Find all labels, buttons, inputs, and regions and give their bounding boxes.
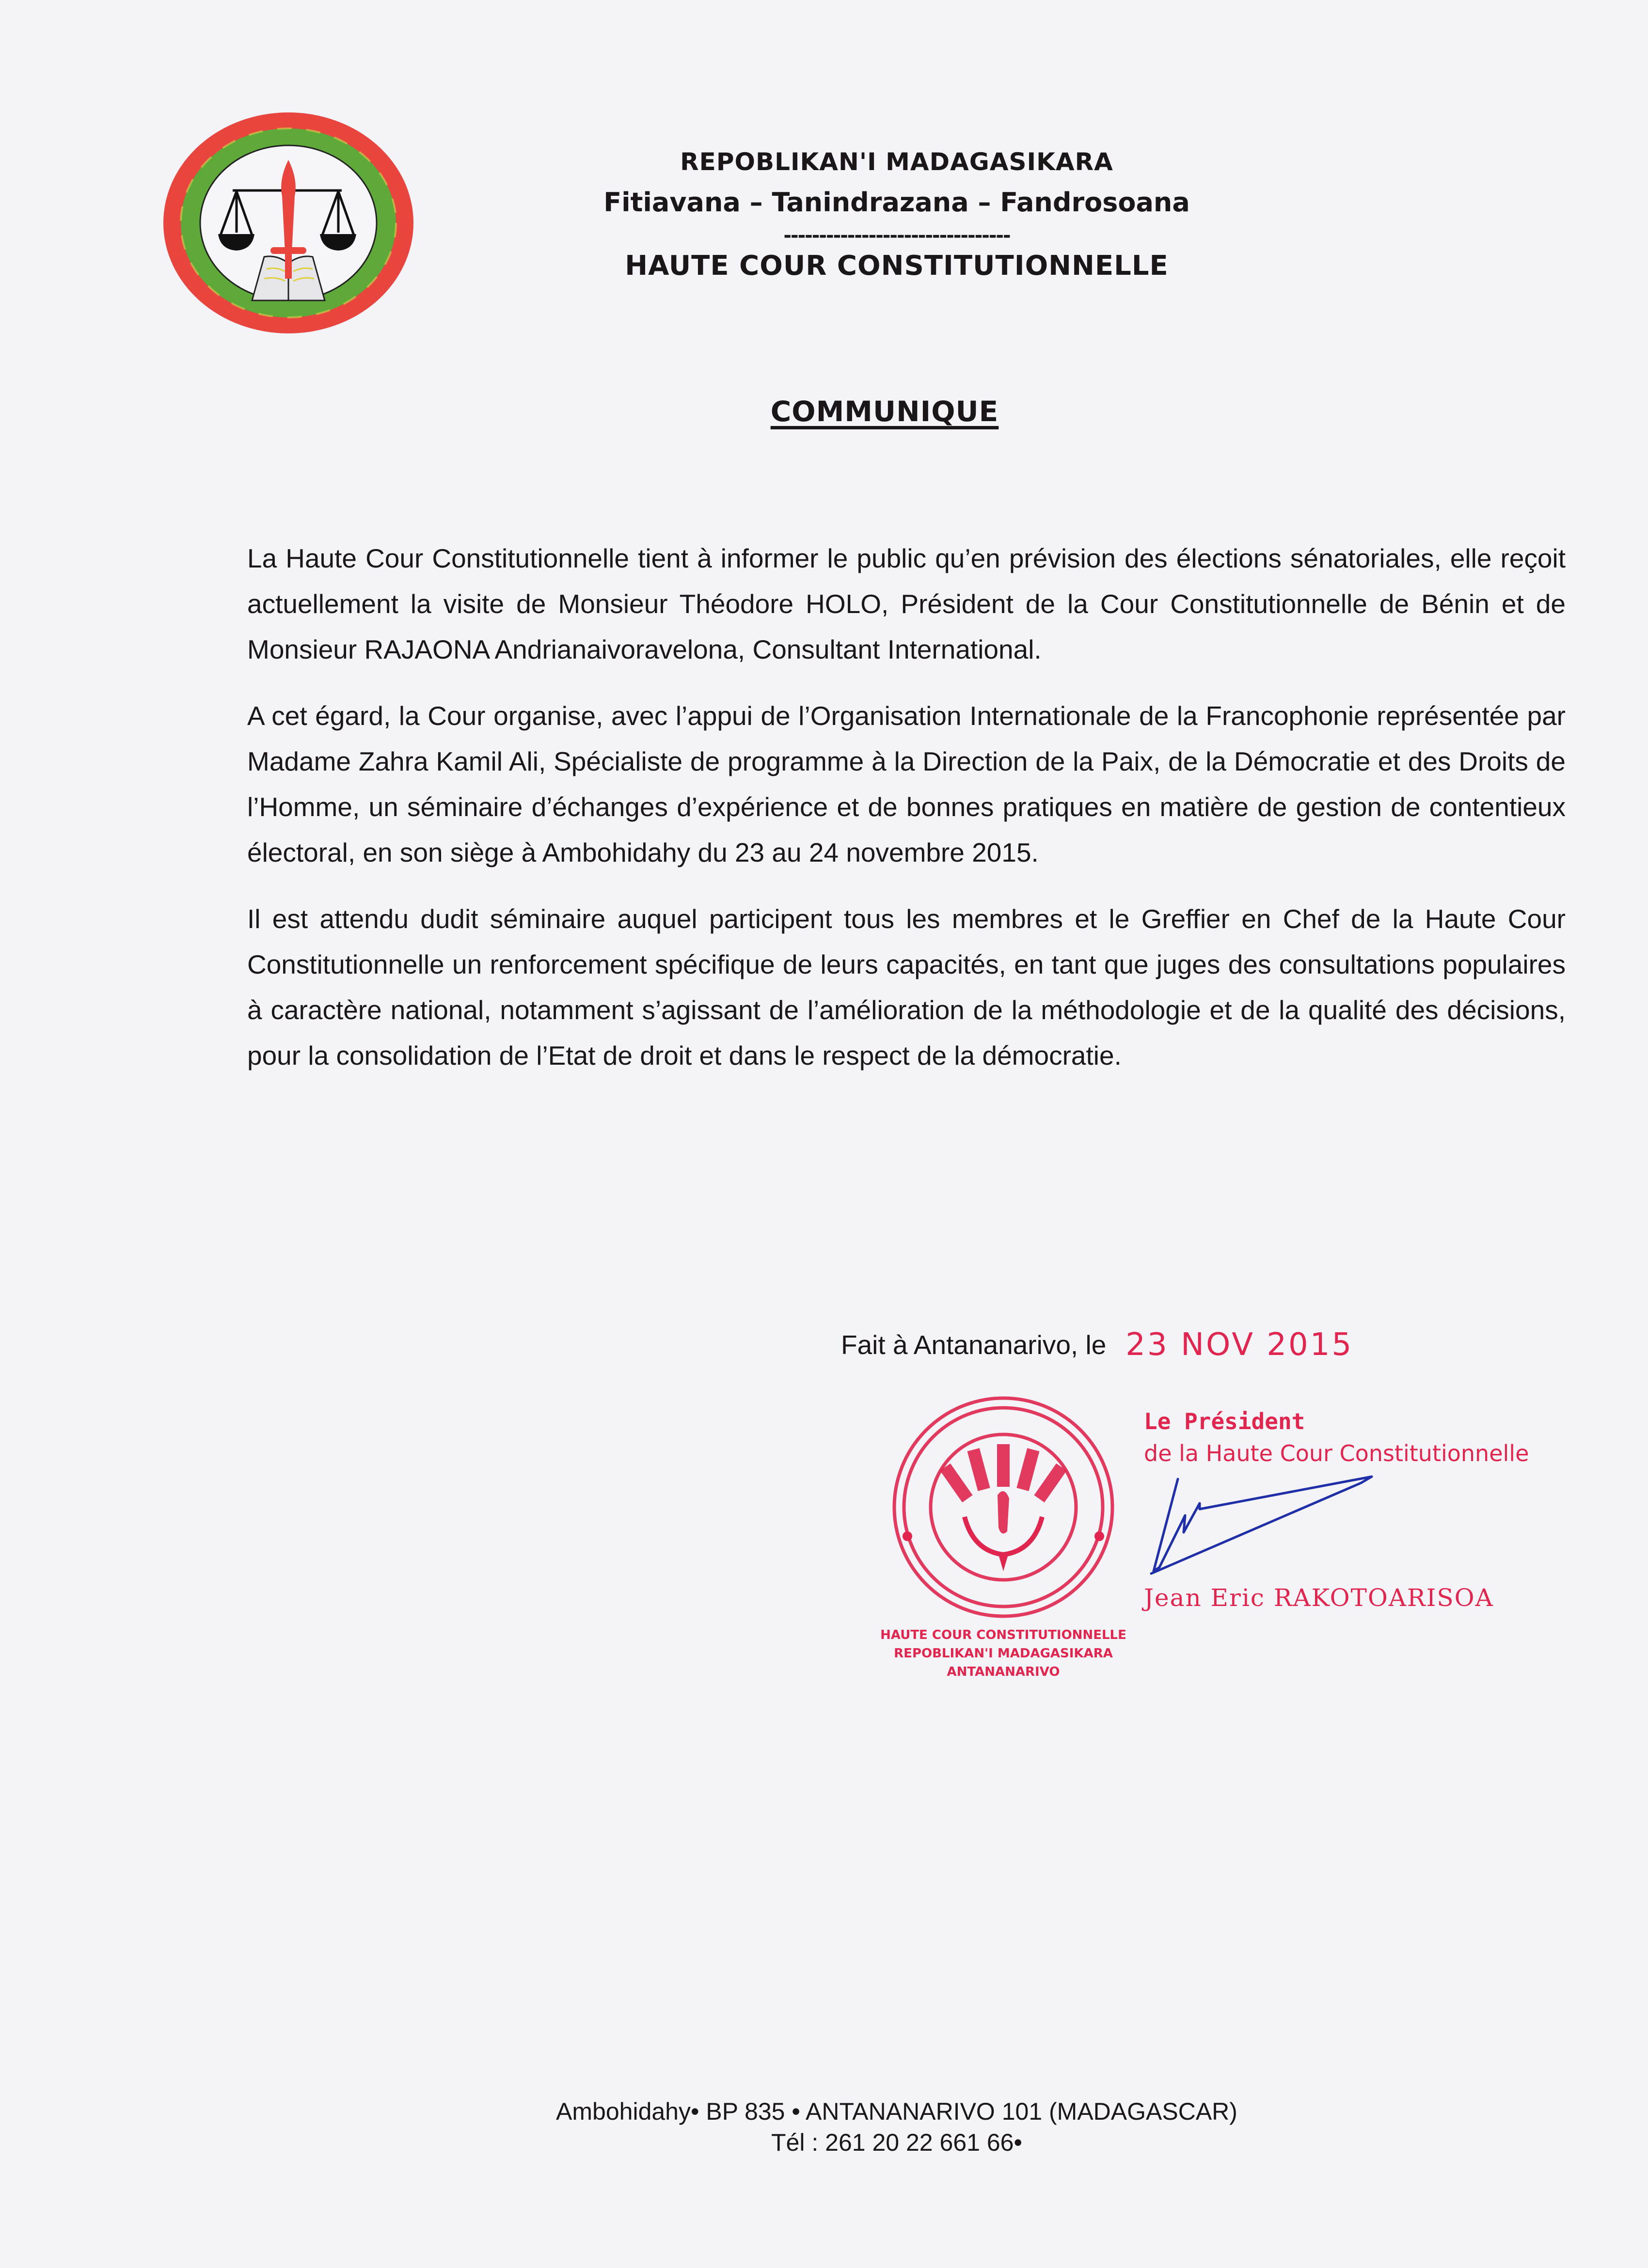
paragraph: A cet égard, la Cour organise, avec l’appui de l’Organisation Internationale de la Francophonie représentée par Madame Zahra Kamil Ali, Spécialiste de programme à la Direction de la Paix, de la Démocratie et des Droits de l’Homme, un séminaire d’échanges d’expérience et de bonnes pratiques en matière de gestion de contentieux électoral, en son siège à Ambohidahy du 23 au 24 novembre 2015. (247, 701, 1566, 867)
seal-text-top: HAUTE COUR CONSTITUTIONNELLE (880, 1628, 1126, 1642)
seal-text-inner: REPOBLIKAN'I MADAGASIKARA (894, 1646, 1113, 1661)
seal-star-icon (903, 1531, 912, 1541)
place-date-line (841, 1318, 1353, 1371)
country-name: REPOBLIKAN'I MADAGASIKARA (680, 148, 1113, 176)
institution-name: HAUTE COUR CONSTITUTIONNELLE (625, 250, 1169, 282)
date-stamp: 23 NOV 2015 (1125, 1327, 1354, 1363)
footer-address: Ambohidahy• BP 835 • ANTANANARIVO 101 (MADAGASCAR) (556, 2098, 1237, 2125)
handwritten-signature (1144, 1474, 1396, 1576)
place-line: Fait à Antananarivo, le (841, 1330, 1107, 1360)
signatory-name: Jean Eric RAKOTOARISOA (1144, 1584, 1494, 1612)
letterhead (533, 145, 1260, 288)
paragraph: Il est attendu dudit séminaire auquel participent tous les membres et le Greffier en Chef de la Haute Cour Constitutionnelle un renforcement spécifique de leurs capacités, en tant que juges des consultations populaires à caractère national, notamment s’agissant de l’amélioration de la méthodologie et de la qualité des décisions, pour la consolidation de l’Etat de droit et dans le respect de la démocratie. (247, 904, 1566, 1071)
footer (388, 2096, 1406, 2158)
seal-star-icon (1094, 1531, 1104, 1541)
national-motto: Fitiavana – Tanindrazana – Fandrosoana (603, 187, 1190, 218)
seal-text-bottom: ANTANANARIVO (947, 1665, 1060, 1679)
seal-captions (877, 1626, 1129, 1681)
footer-phone: Tél : 261 20 22 661 66• (771, 2129, 1022, 2156)
official-seal (877, 1391, 1129, 1623)
court-emblem (160, 109, 417, 337)
paragraph: La Haute Cour Constitutionnelle tient à informer le public qu’en prévision des élections sénatoriales, elle reçoit actuellement la visite de Monsieur Théodore HOLO, Président de la Cour Constitutionnelle de Bénin et de Monsieur RAJAONA Andrianaivoravelona, Consultant International. (247, 543, 1566, 664)
signatory-title: Le Président (1144, 1408, 1305, 1434)
header-separator: -------------------------------- (783, 224, 1010, 247)
document-body (247, 536, 1566, 1099)
document-title: COMMUNIQUE (770, 395, 999, 428)
seal-sunburst (940, 1444, 1066, 1534)
signatory-institution: de la Haute Cour Constitutionnelle (1144, 1440, 1529, 1466)
signature-block (1144, 1405, 1580, 1615)
